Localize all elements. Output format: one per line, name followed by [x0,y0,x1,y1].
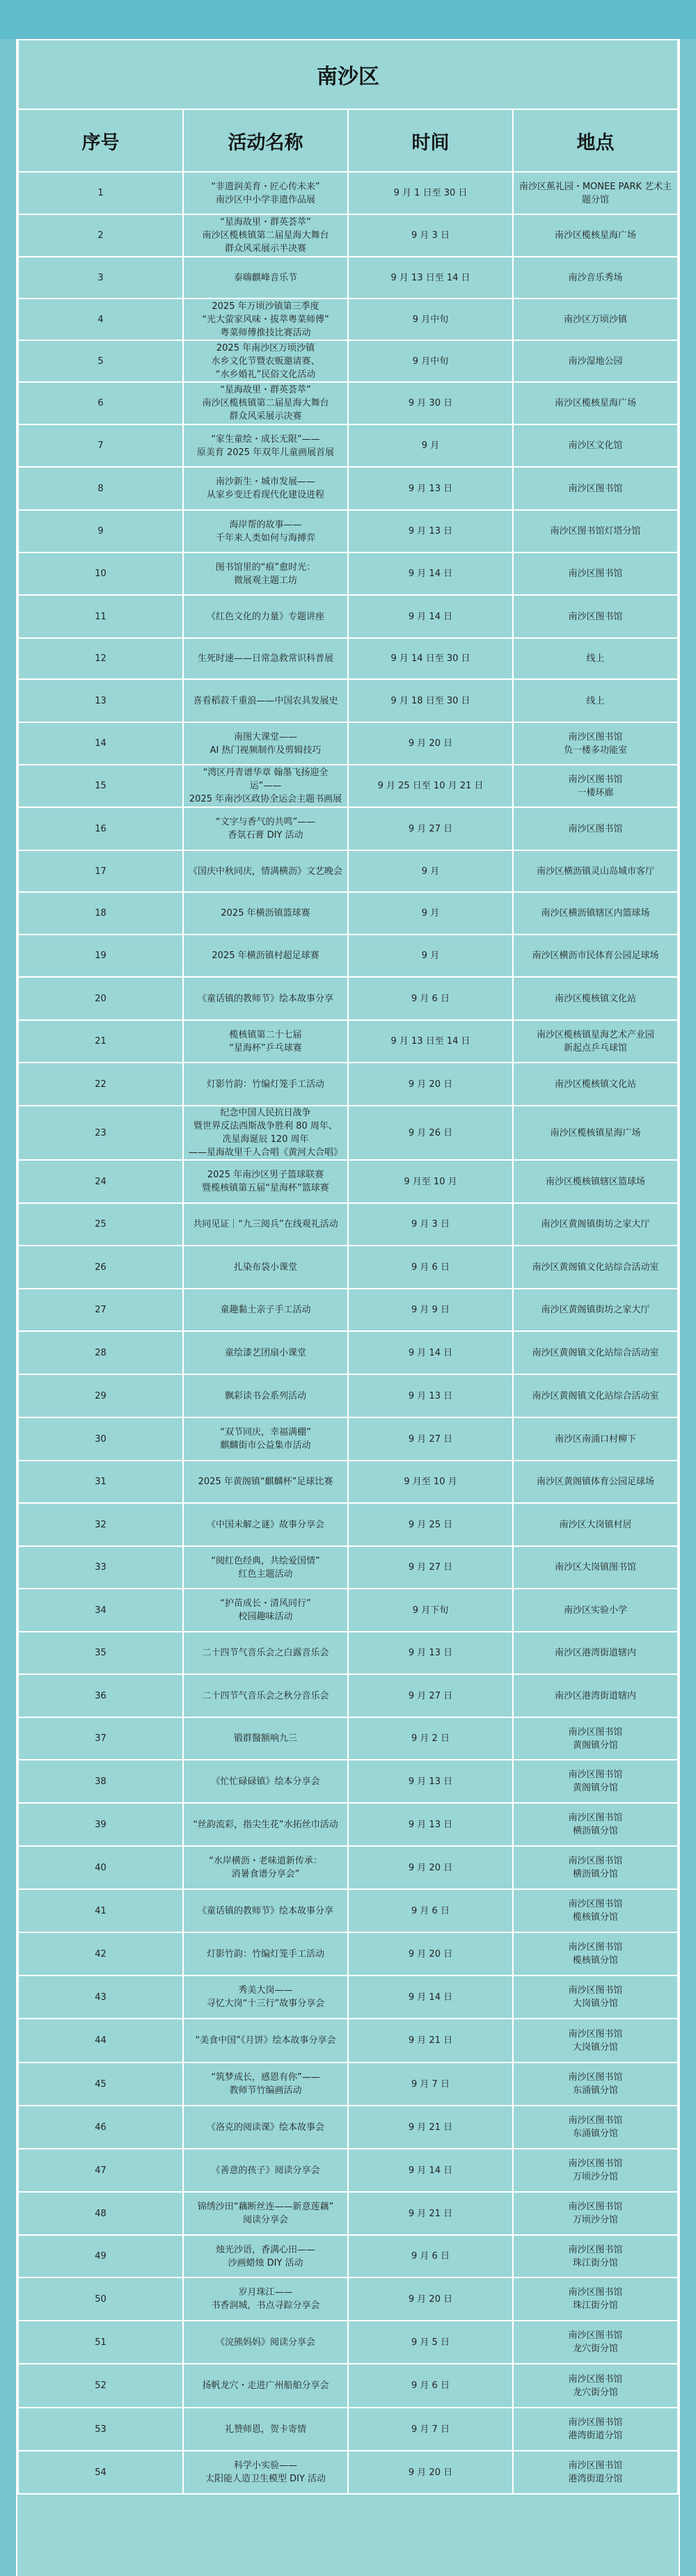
activity-name: 南图大课堂—— AI 热门视频制作及剪辑技巧 [183,722,348,765]
activity-name: “阅红色经典，共绘爱国情” 红色主题活动 [183,1546,348,1589]
activity-name: “星海故里・群英荟萃” 南沙区榄核镇第二届星海大舞台 群众风采展示半决赛 [183,214,348,257]
header-row [18,109,678,172]
activity-time: 9 月 6 日 [348,1889,513,1932]
activity-time: 9 月 13 日 [348,467,513,510]
activity-name: 灯影竹韵：竹编灯笼手工活动 [183,1932,348,1975]
activity-time: 9 月 14 日 [348,1975,513,2019]
activity-name: 生死时速——日常急救常识科普展 [183,638,348,679]
table-row [18,935,678,977]
row-number: 26 [18,1246,183,1289]
row-number: 23 [18,1106,183,1160]
activity-place: 南沙区图书馆 榄核镇分馆 [513,1932,678,1975]
activity-time: 9 月 9 日 [348,1289,513,1331]
activity-place: 南沙区榄核镇辖区篮球场 [513,1160,678,1203]
activity-time: 9 月 2 日 [348,1717,513,1760]
row-number: 7 [18,424,183,467]
row-number: 24 [18,1160,183,1203]
activity-place: 南沙区港湾街道辖内 [513,1674,678,1717]
activity-time: 9 月 20 日 [348,2451,513,2494]
activity-time: 9 月 20 日 [348,2277,513,2321]
activity-name: 童绘漆艺团扇小课堂 [183,1331,348,1374]
activity-time: 9 月 7 日 [348,2408,513,2451]
activity-name: “水岸横沥・老味道新传承： 消暑食谱分享会” [183,1846,348,1889]
table-row [18,299,678,340]
activity-name: “星海故里・群英荟萃” 南沙区榄核镇第二届星海大舞台 群众风采展示决赛 [183,382,348,424]
activity-name: 《洛克的阅读课》绘本故事会 [183,2106,348,2149]
table-row [18,1331,678,1374]
activity-place: 南沙区图书馆 龙穴街分馆 [513,2321,678,2364]
row-number: 47 [18,2149,183,2192]
activity-name: 喜看稻菽千重浪——中国农具发展史 [183,679,348,722]
activity-place: 南沙区蕉礼园・MONEE PARK 艺术主题分馆 [513,172,678,214]
activity-name: 2025 年南沙区万顷沙镇 水乡文化节暨农贩邀请赛、 “水乡婚礼”民俗文化活动 [183,340,348,382]
activity-time: 9 月 21 日 [348,2019,513,2062]
activity-place: 南沙区黄阁镇街坊之家大厅 [513,1289,678,1331]
activity-name: 《浣熊妈妈》阅读分享会 [183,2321,348,2364]
row-number: 21 [18,1020,183,1063]
activity-place: 南沙区图书馆 港湾街道分馆 [513,2408,678,2451]
table-row [18,850,678,892]
table-row [18,2364,678,2408]
table-row [18,510,678,552]
row-number: 2 [18,214,183,257]
row-number: 49 [18,2235,183,2277]
table-row [18,2062,678,2106]
activity-name: 《红色文化的力量》专题讲座 [183,595,348,638]
table-row [18,2192,678,2235]
activity-place: 南沙区图书馆 [513,552,678,595]
row-number: 16 [18,807,183,850]
activity-name: 2025 年南沙区男子篮球联赛 暨榄核镇第五届“星海杯”篮球赛 [183,1160,348,1203]
activity-name: “丝韵流彩，指尖生花”水拓丝巾活动 [183,1803,348,1846]
activity-place: 南沙区图书馆 黄阁镇分馆 [513,1760,678,1803]
activity-place: 南沙区图书馆灯塔分馆 [513,510,678,552]
table-row [18,1717,678,1760]
table-row [18,1503,678,1546]
row-number: 48 [18,2192,183,2235]
activity-time: 9 月 3 日 [348,1203,513,1246]
activity-time: 9 月 27 日 [348,1546,513,1589]
activity-place: 南沙区榄核镇星海广场 [513,1106,678,1160]
table-row [18,765,678,807]
activity-time: 9 月 14 日 [348,1331,513,1374]
activity-time: 9 月下旬 [348,1589,513,1632]
activity-time: 9 月 14 日 [348,552,513,595]
activity-name: 《忙忙碌碌镇》绘本分享会 [183,1760,348,1803]
activity-place: 南沙区图书馆 [513,467,678,510]
activity-place: 南沙区黄阁镇街坊之家大厅 [513,1203,678,1246]
table-row [18,679,678,722]
table-row [18,722,678,765]
activity-place: 南沙区图书馆 一楼环廊 [513,765,678,807]
activity-place: 南沙区文化馆 [513,424,678,467]
activity-name: 飘彩读书会系列活动 [183,1374,348,1417]
activity-time: 9 月 13 日 [348,1760,513,1803]
activity-name: “双节同庆，幸福满棚” 麒麟街市公益集市活动 [183,1417,348,1461]
table-row [18,1760,678,1803]
activity-time: 9 月 13 日 [348,1374,513,1417]
activity-name: 锻群醫额响九三 [183,1717,348,1760]
activity-name: “文字与香气的共鸣”—— 香氛石膏 DIY 活动 [183,807,348,850]
activity-place: 南沙区图书馆 [513,807,678,850]
activity-time: 9 月 6 日 [348,2235,513,2277]
table-row [18,424,678,467]
activity-time: 9 月 6 日 [348,977,513,1020]
table-row [18,1589,678,1632]
activity-place: 南沙区图书馆 东涌镇分馆 [513,2062,678,2106]
row-number: 8 [18,467,183,510]
table-body [18,172,678,2494]
activity-place: 南沙区图书馆 港湾街道分馆 [513,2451,678,2494]
row-number: 11 [18,595,183,638]
table-row [18,1374,678,1417]
activity-name: 2025 年黄阁镇“麒麟杯”足球比赛 [183,1461,348,1503]
activity-place: 南沙区万顷沙镇 [513,299,678,340]
activity-name: 榄核镇第二十七届 “星海杯”乒乓球赛 [183,1020,348,1063]
row-number: 52 [18,2364,183,2408]
activity-time: 9 月中旬 [348,299,513,340]
activity-place: 南沙区图书馆 珠江街分馆 [513,2277,678,2321]
table-row [18,172,678,214]
row-number: 34 [18,1589,183,1632]
table-row [18,2235,678,2277]
activity-time: 9 月 20 日 [348,1063,513,1106]
row-number: 28 [18,1331,183,1374]
activity-name: 《善意的孩子》阅读分享会 [183,2149,348,2192]
row-number: 22 [18,1063,183,1106]
activity-time: 9 月 5 日 [348,2321,513,2364]
activity-time: 9 月 20 日 [348,1846,513,1889]
activity-time: 9 月 27 日 [348,1417,513,1461]
activity-place: 南沙区图书馆 横沥镇分馆 [513,1803,678,1846]
activity-name: “非遗润美育・匠心传未来” 南沙区中小学非遗作品展 [183,172,348,214]
activity-name: “美食中国”《月饼》绘本故事分享会 [183,2019,348,2062]
activity-time: 9 月 21 日 [348,2106,513,2149]
activity-place: 南沙区图书馆 大岗镇分馆 [513,1975,678,2019]
activity-place: 南沙区港湾街道辖内 [513,1632,678,1674]
activity-place: 南沙区黄阁镇体育公园足球场 [513,1461,678,1503]
activity-time: 9 月至 10 月 [348,1160,513,1203]
activity-place: 南沙区图书馆 万顷沙分馆 [513,2192,678,2235]
activity-place: 南沙区横沥市民体育公园足球场 [513,935,678,977]
activity-name: 南沙新生・城市发展—— 从家乡变迁看现代化建设进程 [183,467,348,510]
activity-name: 扬帆龙穴・走进广州船舶分享会 [183,2364,348,2408]
activity-place: 南沙区图书馆 大岗镇分馆 [513,2019,678,2062]
activity-place: 南沙区图书馆 负一楼多功能室 [513,722,678,765]
activity-name: “家生童绘・成长无限”—— 原美育 2025 年双年儿童画展首展 [183,424,348,467]
table-row [18,1932,678,1975]
activity-time: 9 月 14 日 [348,595,513,638]
header-name: 活动名称 [183,109,348,172]
activity-name: 灯影竹韵：竹编灯笼手工活动 [183,1063,348,1106]
header-place: 地点 [513,109,678,172]
table-row [18,2321,678,2364]
top-banner-strip [0,0,696,39]
activity-name: 《童话镇的教师节》绘本故事分享 [183,1889,348,1932]
activity-place: 南沙区榄核镇星海艺术产业园 新起点乒乓球馆 [513,1020,678,1063]
activity-time: 9 月 27 日 [348,1674,513,1717]
table-row [18,257,678,299]
row-number: 5 [18,340,183,382]
table-row [18,1203,678,1246]
table-row [18,807,678,850]
row-number: 6 [18,382,183,424]
activity-name: “湾区丹青谱华章 翰墨飞扬迎全运”—— 2025 年南沙区政协全运会主题书画展 [183,765,348,807]
header-no: 序号 [18,109,183,172]
activity-place: 南沙音乐秀场 [513,257,678,299]
activity-place: 南沙区榄核星海广场 [513,382,678,424]
table-row [18,1846,678,1889]
activity-name: 海岸帮的故事—— 千年来人类如何与海搏弈 [183,510,348,552]
activity-place: 南沙区榄核镇文化站 [513,977,678,1020]
row-number: 17 [18,850,183,892]
row-number: 41 [18,1889,183,1932]
activity-place: 南沙区图书馆 黄阁镇分馆 [513,1717,678,1760]
district-title-row [18,40,678,109]
activity-time: 9 月 14 日至 30 日 [348,638,513,679]
activity-name: 2025 年横沥镇村超足球赛 [183,935,348,977]
row-number: 30 [18,1417,183,1461]
activity-time: 9 月 21 日 [348,2192,513,2235]
row-number: 46 [18,2106,183,2149]
activity-time: 9 月中旬 [348,340,513,382]
table-row [18,892,678,935]
activity-name: 泰嗨麒峰音乐节 [183,257,348,299]
table-row [18,340,678,382]
table-row [18,1461,678,1503]
activity-time: 9 月 13 日至 14 日 [348,1020,513,1063]
activity-name: 2025 年横沥镇篮球赛 [183,892,348,935]
table-row [18,1674,678,1717]
row-number: 54 [18,2451,183,2494]
row-number: 12 [18,638,183,679]
activity-place: 南沙区图书馆 珠江街分馆 [513,2235,678,2277]
table-row [18,1546,678,1589]
activity-place: 南沙区大岗镇图书馆 [513,1546,678,1589]
table-row [18,2106,678,2149]
table-row [18,977,678,1020]
row-number: 20 [18,977,183,1020]
activity-time: 9 月 1 日至 30 日 [348,172,513,214]
activity-time: 9 月 [348,850,513,892]
activity-time: 9 月 6 日 [348,1246,513,1289]
table-row [18,552,678,595]
activity-time: 9 月 20 日 [348,722,513,765]
activity-place: 南沙区图书馆 东涌镇分馆 [513,2106,678,2149]
row-number: 14 [18,722,183,765]
table-row [18,2019,678,2062]
activity-name: 礼赞师恩，贺卡寄情 [183,2408,348,2451]
row-number: 43 [18,1975,183,2019]
row-number: 25 [18,1203,183,1246]
table-row [18,2149,678,2192]
activity-time: 9 月 3 日 [348,214,513,257]
activity-place: 南沙区横沥镇辖区内篮球场 [513,892,678,935]
activity-place: 南沙区图书馆 [513,595,678,638]
row-number: 31 [18,1461,183,1503]
header-time: 时间 [348,109,513,172]
activity-time: 9 月 26 日 [348,1106,513,1160]
table-row [18,1063,678,1106]
row-number: 15 [18,765,183,807]
table-row [18,1106,678,1160]
activity-name: 《国庆中秋同庆，情满横沥》文艺晚会 [183,850,348,892]
activity-place: 南沙区黄阁镇文化站综合活动室 [513,1246,678,1289]
activity-time: 9 月 [348,424,513,467]
activity-place: 线上 [513,679,678,722]
activity-time: 9 月 13 日 [348,1803,513,1846]
row-number: 53 [18,2408,183,2451]
activity-name: 2025 年万顷沙镇第三季度 “光大萤家风味・拔萃粤菜师傅” 粤菜师傅推技比赛活动 [183,299,348,340]
activity-place: 南沙区黄阁镇文化站综合活动室 [513,1331,678,1374]
activity-time: 9 月至 10 月 [348,1461,513,1503]
row-number: 1 [18,172,183,214]
row-number: 32 [18,1503,183,1546]
activity-name: 烛光沙语，香满心田—— 沙画蜡烛 DIY 活动 [183,2235,348,2277]
activity-name: 秀美大岗—— 寻忆大岗“十三行”故事分享会 [183,1975,348,2019]
table-row [18,1417,678,1461]
table-row [18,2451,678,2494]
activity-place: 南沙区南涌口村柳下 [513,1417,678,1461]
activity-name: “筑梦成长，感恩有你”—— 教师节竹编画活动 [183,2062,348,2106]
activity-name: 共同见证｜“九三阅兵”在线观礼活动 [183,1203,348,1246]
activity-place: 南沙区榄核镇文化站 [513,1063,678,1106]
table-row [18,1289,678,1331]
table-row [18,382,678,424]
activity-place: 南沙区图书馆 榄核镇分馆 [513,1889,678,1932]
activity-time: 9 月 13 日至 14 日 [348,257,513,299]
table-row [18,1889,678,1932]
row-number: 10 [18,552,183,595]
activity-name: 科学小实验—— 太阳能人造卫生模型 DIY 活动 [183,2451,348,2494]
table-row [18,1803,678,1846]
activity-name: 岁月珠江—— 书香润城，书点寻踪分享会 [183,2277,348,2321]
activity-time: 9 月 [348,892,513,935]
table-row [18,1246,678,1289]
table-row [18,2408,678,2451]
activity-time: 9 月 25 日 [348,1503,513,1546]
activity-name: 童趣黏土亲子手工活动 [183,1289,348,1331]
row-number: 37 [18,1717,183,1760]
activity-name: 扎染布袋小课堂 [183,1246,348,1289]
table-row [18,595,678,638]
activity-name: “护苗成长・清风同行” 校园趣味活动 [183,1589,348,1632]
row-number: 36 [18,1674,183,1717]
activity-place: 南沙区黄阁镇文化站综合活动室 [513,1374,678,1417]
activity-place: 南沙区图书馆 万顷沙分馆 [513,2149,678,2192]
table-row [18,638,678,679]
row-number: 44 [18,2019,183,2062]
activity-time: 9 月 13 日 [348,510,513,552]
activity-time: 9 月 7 日 [348,2062,513,2106]
activity-place: 南沙区实验小学 [513,1589,678,1632]
row-number: 19 [18,935,183,977]
activity-place: 南沙湿地公园 [513,340,678,382]
table-row [18,1160,678,1203]
activity-place: 南沙区大岗镇村居 [513,1503,678,1546]
row-number: 51 [18,2321,183,2364]
activity-name: 《童话镇的教师节》绘本故事分享 [183,977,348,1020]
table-row [18,2277,678,2321]
row-number: 27 [18,1289,183,1331]
table-row [18,467,678,510]
row-number: 9 [18,510,183,552]
activity-place: 南沙区图书馆 龙穴街分馆 [513,2364,678,2408]
row-number: 35 [18,1632,183,1674]
activity-time: 9 月 18 日至 30 日 [348,679,513,722]
activity-table [17,39,679,2495]
activity-place: 南沙区榄核星海广场 [513,214,678,257]
activity-name: 纪念中国人民抗日战争 暨世界反法西斯战争胜利 80 周年、 冼星海诞辰 120 周年 ——星海故里千人合唱《黄河大合唱》 [183,1106,348,1160]
row-number: 38 [18,1760,183,1803]
row-number: 18 [18,892,183,935]
row-number: 29 [18,1374,183,1417]
district-title: 南沙区 [18,40,678,109]
row-number: 39 [18,1803,183,1846]
activity-time: 9 月 25 日至 10 月 21 日 [348,765,513,807]
row-number: 40 [18,1846,183,1889]
row-number: 50 [18,2277,183,2321]
row-number: 4 [18,299,183,340]
activity-time: 9 月 14 日 [348,2149,513,2192]
activity-time: 9 月 6 日 [348,2364,513,2408]
row-number: 13 [18,679,183,722]
table-row [18,1020,678,1063]
activity-name: 二十四节气音乐会之白露音乐会 [183,1632,348,1674]
activity-time: 9 月 [348,935,513,977]
activity-place: 线上 [513,638,678,679]
activity-name: 《中国未解之谜》故事分享会 [183,1503,348,1546]
activity-name: 图书馆里的“痕”愈时光： 微展观主题工坊 [183,552,348,595]
activity-time: 9 月 27 日 [348,807,513,850]
table-row [18,214,678,257]
activity-name: 锦绣沙田“藕断丝连——新意莲藕” 阅读分享会 [183,2192,348,2235]
row-number: 3 [18,257,183,299]
table-row [18,1632,678,1674]
row-number: 45 [18,2062,183,2106]
row-number: 42 [18,1932,183,1975]
activity-place: 南沙区图书馆 横沥镇分馆 [513,1846,678,1889]
activity-name: 二十四节气音乐会之秋分音乐会 [183,1674,348,1717]
activity-time: 9 月 13 日 [348,1632,513,1674]
schedule-frame [16,39,680,2576]
activity-time: 9 月 30 日 [348,382,513,424]
table-row [18,1975,678,2019]
activity-place: 南沙区横沥镇灵山岛城市客厅 [513,850,678,892]
row-number: 33 [18,1546,183,1589]
activity-time: 9 月 20 日 [348,1932,513,1975]
